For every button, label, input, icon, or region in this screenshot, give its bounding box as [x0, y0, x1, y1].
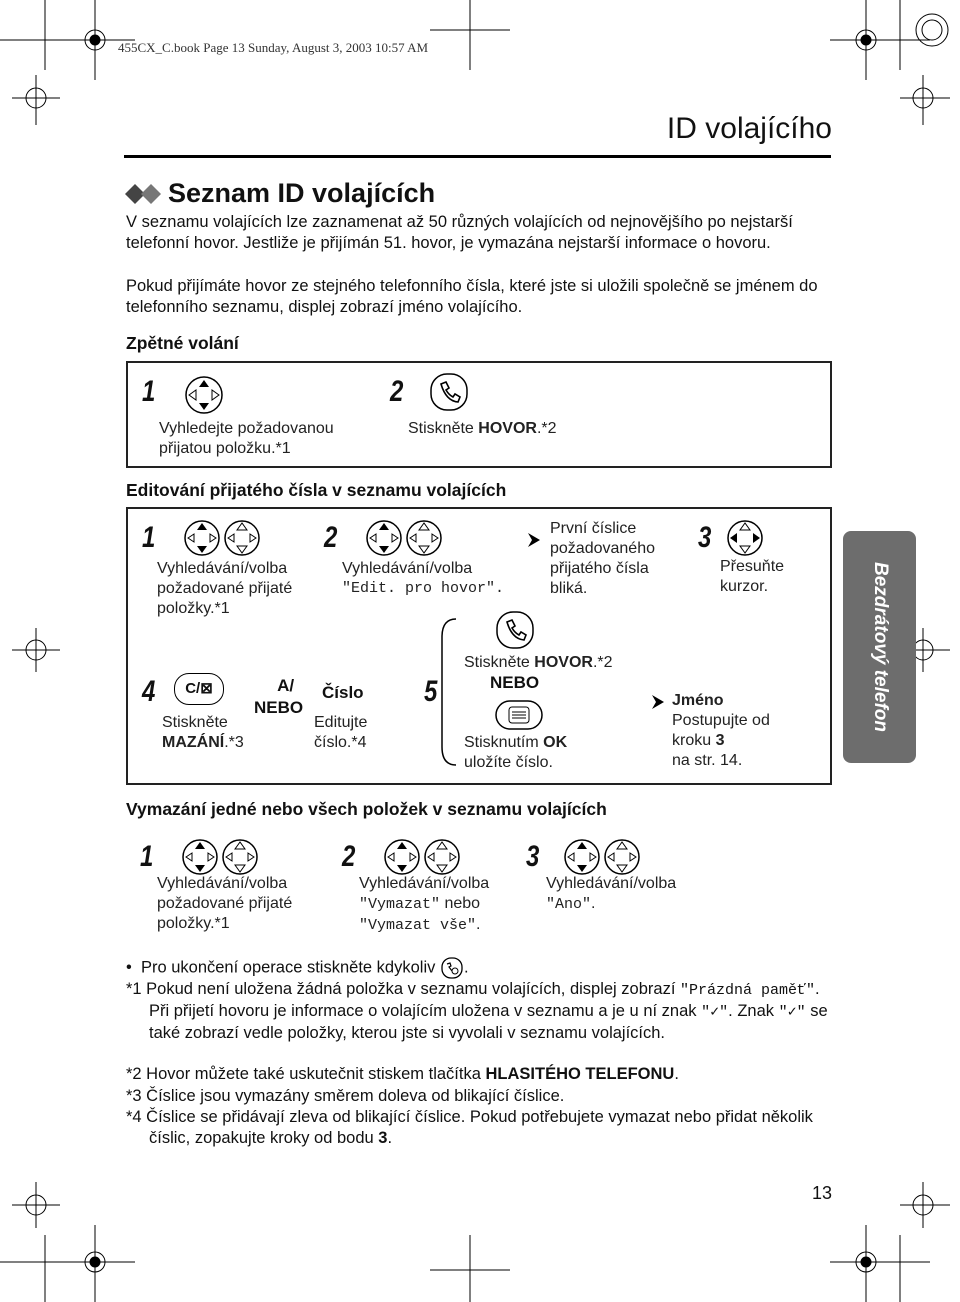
delete-steps [126, 834, 828, 944]
edit-box [126, 507, 832, 785]
edit-step4-label: Stiskněte MAZÁNÍ.*3 [162, 714, 244, 751]
or-label: A/ NEBO [254, 676, 304, 717]
intro-paragraph-1: V seznamu volajících lze zaznamenat až 50 různých volajících od nejnovějšího po nejstarší telefonní hovor. Jestliže je přijímán 51. hovor, je vymazána nejstarší informace o hovoru. [126, 213, 793, 252]
title-rule [124, 155, 831, 158]
edit-step3-label: Přesuňte kurzor. [720, 558, 785, 595]
diamonds-icon [125, 184, 165, 204]
step-number: 1 [140, 840, 154, 873]
step-number: 1 [142, 521, 156, 554]
brace [438, 617, 458, 767]
note-2: *2 Hovor můžete také uskutečnit stiskem tlačítka HLASITÉHO TELEFONU. [126, 1065, 679, 1083]
navigator-keys-icon [384, 838, 464, 876]
file-header: 455CX_C.book Page 13 Sunday, August 3, 2003 10:57 AM [118, 40, 429, 55]
step-number: 3 [526, 840, 540, 873]
callback-box [126, 361, 832, 468]
mute-icon: ⊠ [200, 680, 213, 697]
edit-step5b-label: Stisknutím OK uložíte číslo. [464, 734, 568, 771]
callback-title: Zpětné volání [126, 333, 239, 353]
ok-key-icon [494, 699, 544, 731]
edit-name-label: Jméno Postupujte od kroku 3 na str. 14. [672, 692, 770, 769]
step-number: 2 [324, 521, 338, 554]
step-number: 4 [142, 675, 156, 708]
step-number: 3 [698, 521, 712, 554]
navigator-keys-icon [366, 519, 446, 557]
edit-number-label: Editujte číslo.*4 [314, 714, 368, 751]
navigator-key-icon [184, 375, 224, 415]
step-number: 1 [142, 375, 156, 408]
step-number: 2 [342, 840, 356, 873]
delete-step3-label: Vyhledávání/volba "Ano". [546, 875, 677, 913]
section-title: Seznam ID volajících [168, 178, 436, 208]
navigator-key-icon [726, 519, 764, 557]
talk-key-icon [494, 609, 536, 651]
edit-step1-label: Vyhledávání/volba požadované přijaté položky.*1 [157, 560, 293, 617]
edit-step2-label: Vyhledávání/volba "Edit. pro hovor". [342, 560, 505, 597]
edit-step5a-label: Stiskněte HOVOR.*2 [464, 654, 613, 671]
edit-result-label: První číslice požadovaného přijatého čísla bliká. [550, 520, 655, 597]
arrow-icon [528, 533, 540, 547]
step-number: 2 [390, 375, 404, 408]
intro-paragraph-2: Pokud přijímáte hovor ze stejného telefonního čísla, které jste si uložili společně se jménem do telefonního seznamu, displej zobrazí jméno volajícího. [126, 277, 818, 316]
navigator-keys-icon [184, 519, 264, 557]
note-1: *1 Pokud není uložena žádná položka v seznamu volajících, displej zobrazí "Prázdná paměť". Při přijetí hovoru je informace o volajícím uložena v seznamu a je u ní znak "✓". Znak "✓" se také zobrazí vedle položky, kterou jste si vyvolali v seznamu volajících. [126, 980, 828, 1042]
off-key-icon [440, 957, 464, 979]
page-title: ID volajícího [666, 112, 832, 145]
clear-key: C/⊠ [174, 673, 224, 705]
arrow-icon [652, 695, 664, 709]
or-label: NEBO [490, 673, 540, 692]
note-bullet: • Pro ukončení operace stiskněte kdykoliv . [126, 957, 836, 979]
navigator-keys-icon [564, 838, 644, 876]
note-4: *4 Číslice se přidávají zleva od blikající číslice. Pokud potřebujete vymazat nebo přidat několik číslic, zopakujte kroky od bodu 3. [126, 1108, 813, 1147]
bullet: • [126, 958, 141, 977]
step1-label: Vyhledejte požadovanou přijatou položku.*1 [159, 420, 334, 457]
navigator-keys-icon [182, 838, 262, 876]
step-number: 5 [424, 675, 438, 708]
side-tab: Bezdrátový telefon [843, 531, 916, 763]
delete-step2-label: Vyhledávání/volba "Vymazat" nebo "Vymazat vše". [359, 875, 490, 934]
talk-key-icon [428, 371, 470, 413]
delete-step1-label: Vyhledávání/volba požadované přijaté položky.*1 [157, 875, 293, 932]
step2-label: Stiskněte HOVOR.*2 [408, 420, 557, 437]
note-3: *3 Číslice jsou vymazány směrem doleva od blikající číslice. [126, 1087, 565, 1105]
edit-title: Editování přijatého čísla v seznamu volajících [126, 480, 507, 500]
page-number: 13 [812, 1183, 833, 1203]
number-key-label: Číslo [322, 683, 364, 702]
delete-title: Vymazání jedné nebo všech položek v seznamu volajících [126, 799, 607, 819]
